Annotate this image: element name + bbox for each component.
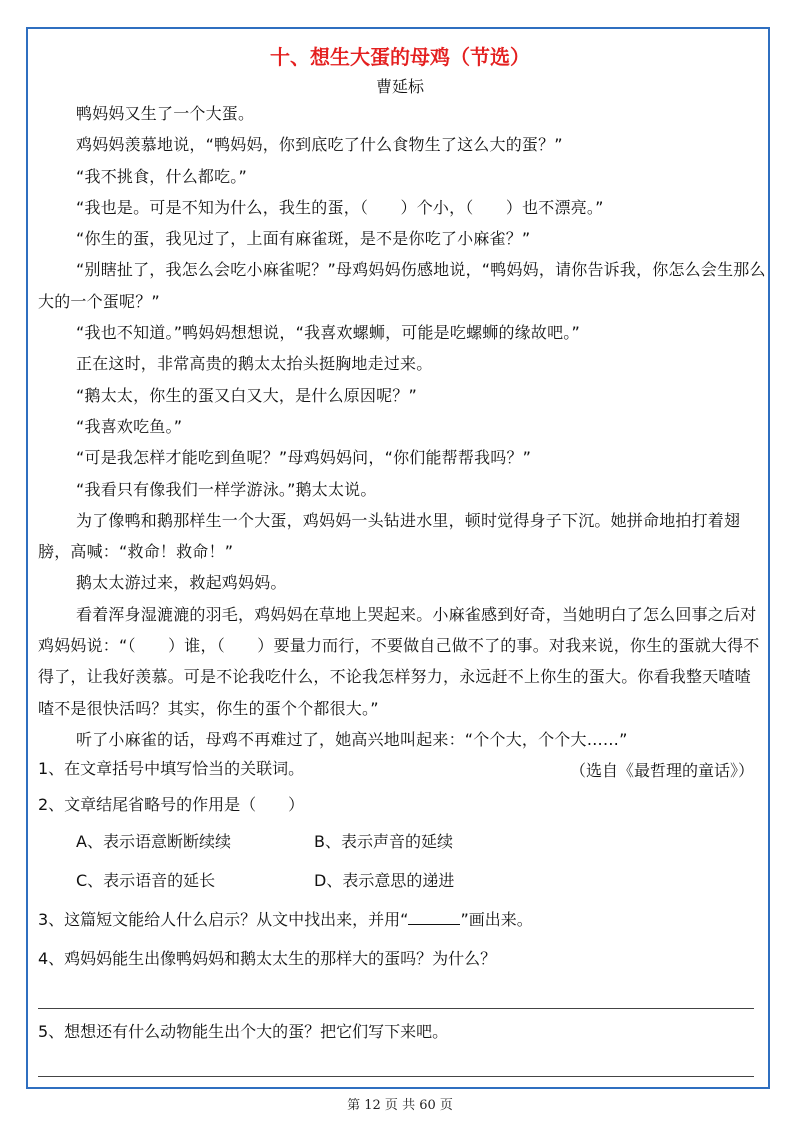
answer-line[interactable] xyxy=(38,1076,754,1077)
paragraph: “我看只有像我们一样学游泳。”鹅太太说。 xyxy=(76,479,377,499)
underline-blank xyxy=(408,910,460,925)
article-author: 曹延标 xyxy=(375,77,424,96)
question-1: 1、在文章括号中填写恰当的关联词。 xyxy=(38,759,305,778)
paragraph: 鸭妈妈又生了一个大蛋。 xyxy=(76,104,255,123)
paragraph: 为了像鸭和鹅那样生一个大蛋，鸡妈妈一头钻进水里，顿时觉得身子下沉。她拼命地拍打着翅膀，高喊：“救命！救命！” xyxy=(38,510,741,562)
paragraph: “鹅太太，你生的蛋又白又大，是什么原因呢？” xyxy=(76,385,417,405)
answer-line[interactable] xyxy=(38,1008,754,1009)
paragraph: “我不挑食，什么都吃。” xyxy=(76,166,247,186)
paragraph: “你生的蛋，我见过了，上面有麻雀斑，是不是你吃了小麻雀？” xyxy=(76,229,531,249)
option-d: D、表示意思的递进 xyxy=(314,871,455,890)
paragraph: “我也是。可是不知为什么，我生的蛋，（ ）个小，（ ）也不漂亮。” xyxy=(76,197,604,217)
question-3-text: 3、这篇短文能给人什么启示？从文中找出来，并用“ xyxy=(38,910,409,929)
question-3-text-end: ”画出来。 xyxy=(460,910,533,929)
source-citation: （选自《最哲理的童话》） xyxy=(569,761,754,781)
article-body xyxy=(38,98,766,787)
paragraph: 鸡妈妈羡慕地说，“鸭妈妈，你到底吃了什么食物生了这么大的蛋？” xyxy=(76,135,563,155)
paragraph: 听了小麻雀的话，母鸡不再难过了，她高兴地叫起来：“个个大，个个大……” xyxy=(76,729,628,749)
paragraph: “我也不知道。”鸭妈妈想想说，“我喜欢螺蛳，可能是吃螺蛳的缘故吧。” xyxy=(76,323,580,343)
paragraph: 正在这时，非常高贵的鹅太太抬头挺胸地走过来。 xyxy=(76,354,433,374)
paragraph: “可是我怎样才能吃到鱼呢？”母鸡妈妈问，“你们能帮帮我吗？” xyxy=(76,448,532,468)
option-a: A、表示语意断断续续 xyxy=(76,832,231,851)
paragraph: “我喜欢吃鱼。” xyxy=(76,416,183,436)
question-2: 2、文章结尾省略号的作用是（ ） xyxy=(38,795,305,814)
article-title: 十、想生大蛋的母鸡（节选） xyxy=(270,45,530,69)
paragraph: “别瞎扯了，我怎么会吃小麻雀呢？”母鸡妈妈伤感地说，“鸭妈妈，请你告诉我，你怎么会生那么大的一个蛋呢？” xyxy=(38,260,766,311)
question-3 xyxy=(38,905,533,935)
page-number: 第 12 页 共 60 页 xyxy=(347,1098,453,1113)
question-4: 4、鸡妈妈能生出像鸭妈妈和鹅太太生的那样大的蛋吗？为什么？ xyxy=(38,949,497,968)
option-c: C、表示语音的延长 xyxy=(76,871,216,890)
paragraph: 看着浑身湿漉漉的羽毛，鸡妈妈在草地上哭起来。小麻雀感到好奇，当她明白了怎么回事之后对鸡妈妈说：“（ ）谁，（ ）要量力而行，不要做自己做不了的事。对我来说，你生的蛋就大得不得了，让我好羡慕。可是不论我吃什么，不论我怎样努力，永远赶不上你生的蛋大。你看我整天喳喳喳不是很快活吗？其实，你生的蛋个个都很大。” xyxy=(38,604,760,718)
paragraph: 鹅太太游过来，救起鸡妈妈。 xyxy=(76,573,287,593)
question-5: 5、想想还有什么动物能生出个大的蛋？把它们写下来吧。 xyxy=(38,1022,449,1041)
option-b: B、表示声音的延续 xyxy=(314,832,453,851)
